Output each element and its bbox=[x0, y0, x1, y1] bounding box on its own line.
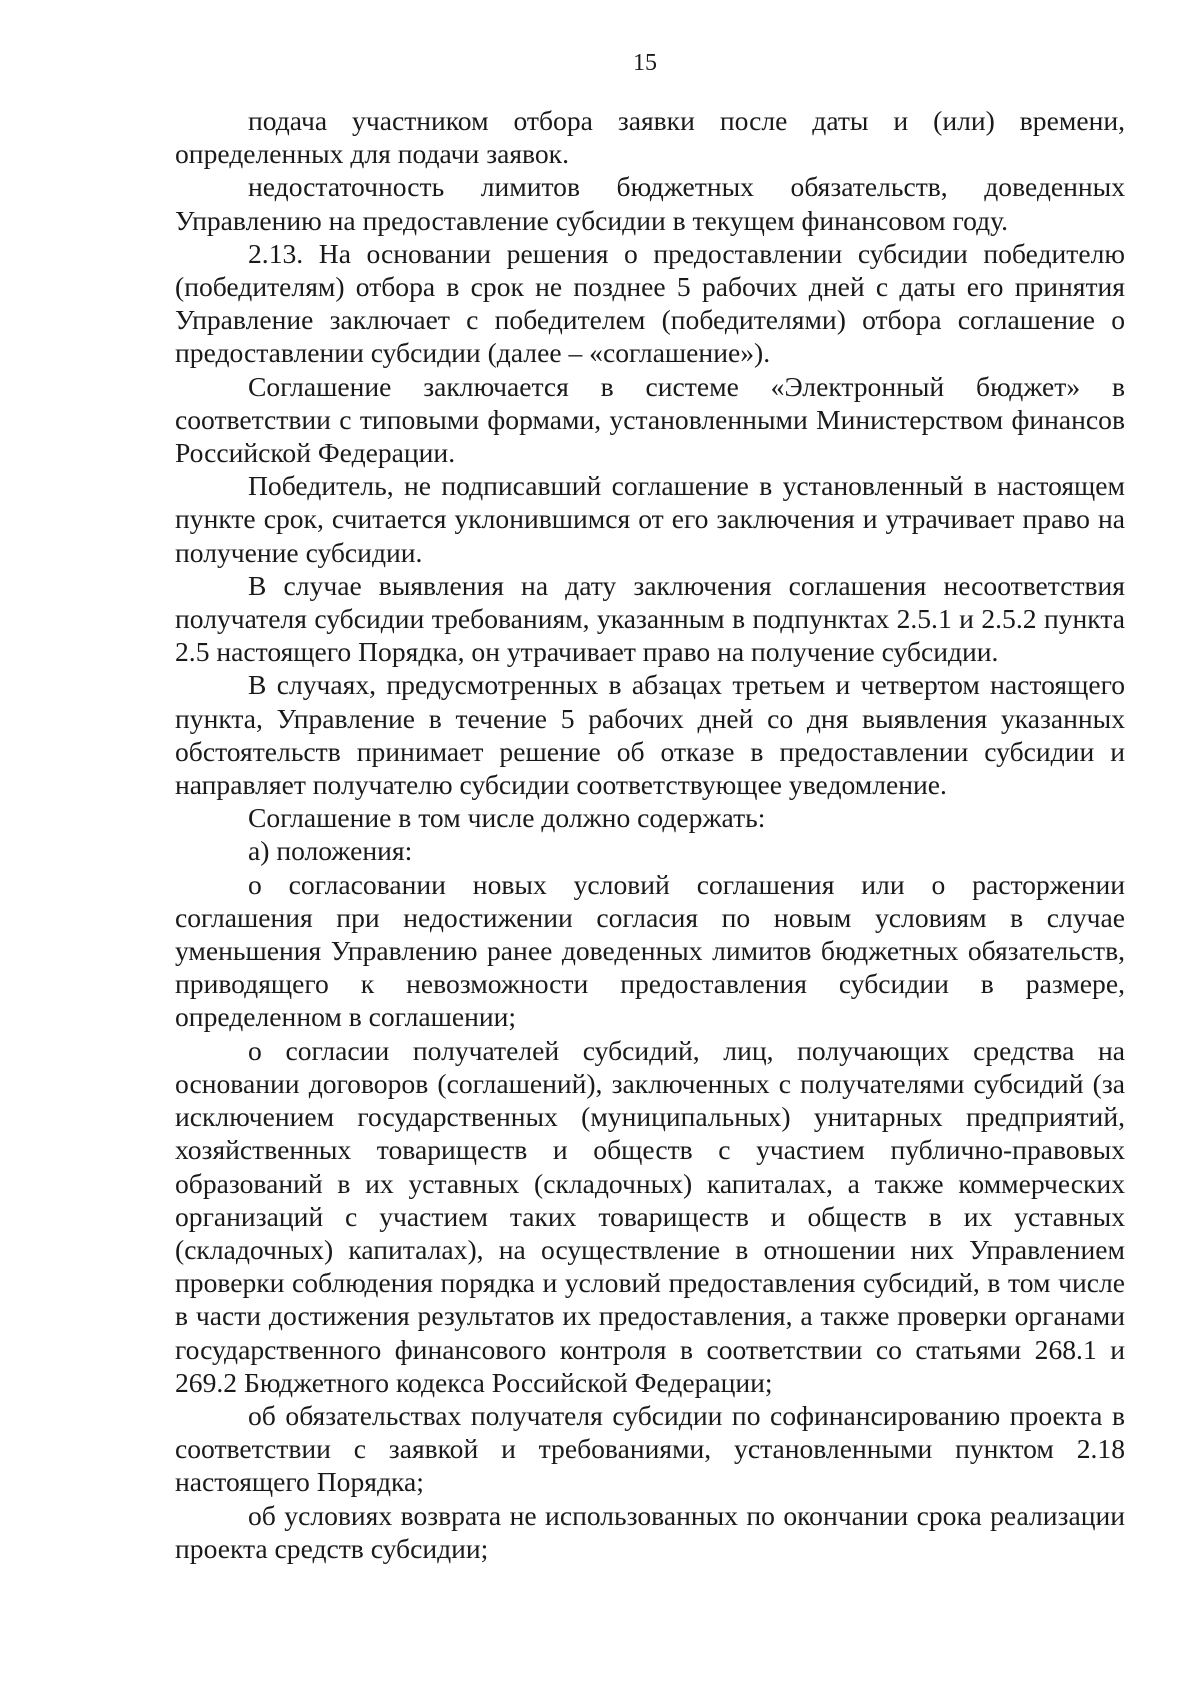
paragraph-provisions-a: а) положения: bbox=[248, 835, 413, 867]
paragraph-2-13: 2.13. На основании решения о предоставлении субсидии победителю (победителям) отбора в срок не позднее 5 рабочих дней с даты его принятия Управление заключает с победителем (победителями) отбора соглашение о предоставлении субсидии (далее – «соглашение»). bbox=[175, 237, 1125, 369]
paragraph-refusal-decision: В случаях, предусмотренных в абзацах третьем и четвертом настоящего пункта, Управление в течение 5 рабочих дней со дня выявления указанных обстоятельств принимает решение об отказе в предоставлении субсидии и направляет получателю субсидии соответствующее уведомление. bbox=[175, 669, 1125, 801]
paragraph-late-submission: подача участником отбора заявки после даты и (или) времени, определенных для подачи заявок. bbox=[175, 105, 1125, 170]
paragraph-cofinancing: об обязательствах получателя субсидии по софинансированию проекта в соответствии с заявкой и требованиями, установленными пунктом 2.18 настоящего Порядка; bbox=[175, 1399, 1125, 1498]
paragraph-electronic-budget: Соглашение заключается в системе «Электронный бюджет» в соответствии с типовыми формами, установленными Министерством финансов Российской Федерации. bbox=[175, 370, 1125, 469]
paragraph-winner-not-signed: Победитель, не подписавший соглашение в установленный в настоящем пункте срок, считается уклонившимся от его заключения и утрачивает право на получение субсидии. bbox=[175, 470, 1125, 568]
paragraph-insufficient-limits: недостаточность лимитов бюджетных обязательств, доведенных Управлению на предоставление субсидии в текущем финансовом году. bbox=[175, 171, 1125, 236]
paragraph-refund-conditions: об условиях возврата не использованных по окончании срока реализации проекта средств субсидии; bbox=[175, 1499, 1125, 1564]
paragraph-agreement-contents: Соглашение в том числе должно содержать: bbox=[248, 802, 766, 834]
paragraph-nonconformity: В случае выявления на дату заключения соглашения несоответствия получателя субсидии требованиям, указанным в подпунктах 2.5.1 и 2.5.2 пункта 2.5 настоящего Порядка, он утрачивает право на получение субсидии. bbox=[175, 569, 1125, 668]
document-body bbox=[175, 104, 1125, 1565]
paragraph-consent-inspection: о согласии получателей субсидий, лиц, получающих средства на основании договоров (соглашений), заключенных с получателями субсидий (за исключением государственных (муниципальных) унитарных предприятий, хозяйственных товариществ и обществ с участием публично-правовых образований в их уставных (складочных) капиталах, а также коммерческих организаций с участием таких товариществ и обществ в их уставных (складочных) капиталах), на осуществление в отношении них Управлением проверки соблюдения порядка и условий предоставления субсидий, в том числе в части достижения результатов их предоставления, а также проверки органами государственного финансового контроля в соответствии со статьями 268.1 и 269.2 Бюджетного кодекса Российской Федерации; bbox=[175, 1034, 1125, 1398]
paragraph-new-conditions: о согласовании новых условий соглашения или о расторжении соглашения при недостижении согласия по новым условиям в случае уменьшения Управлению ранее доведенных лимитов бюджетных обязательств, приводящего к невозможности предоставления субсидии в размере, определенном в соглашении; bbox=[175, 868, 1125, 1033]
page-number: 15 bbox=[633, 50, 657, 76]
